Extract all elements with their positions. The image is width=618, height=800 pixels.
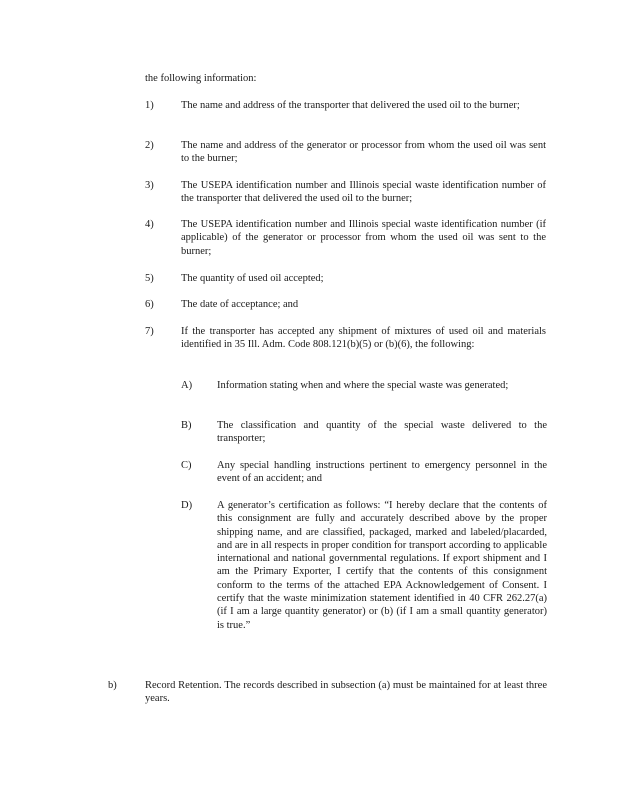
- subitem-c-text: Any special handling instructions pertinent to emergency personnel in the event of an accident; and: [217, 460, 547, 485]
- item-2-marker: 2): [145, 140, 154, 151]
- section-b-text: Record Retention. The records described in subsection (a) must be maintained for at least three years.: [145, 680, 547, 705]
- item-1-text: The name and address of the transporter that delivered the used oil to the burner;: [181, 100, 520, 111]
- item-7-text: If the transporter has accepted any shipment of mixtures of used oil and materials identified in 35 Ill. Adm. Code 808.121(b)(5) or (b)(6), the following:: [181, 326, 546, 351]
- item-7-marker: 7): [145, 326, 154, 337]
- subitem-a-text: Information stating when and where the special waste was generated;: [217, 380, 509, 391]
- item-3-text: The USEPA identification number and Illinois special waste identification number of the transporter that delivered the used oil to the burner;: [181, 180, 546, 205]
- subitem-d-text: A generator’s certification as follows: “I hereby declare that the contents of this consignment are fully and accurately described above by the proper shipping name, and are classified, packaged, marked and labeled/placarded, and are in all respects in proper condition for transport according to applicable international and national governmental regulations. If export shipment and I am the Primary Exporter, I certify that the contents of this consignment conform to the terms of the attached EPA Acknowledgement of Consent. I certify that the waste minimization statement identified in 40 CFR 262.27(a) (if I am a large quantity generator) or (b) (if I am a small quantity generator) is true.”: [217, 500, 547, 631]
- item-1-marker: 1): [145, 100, 154, 111]
- item-6-text: The date of acceptance; and: [181, 299, 299, 310]
- item-3-marker: 3): [145, 180, 154, 191]
- section-b-marker: b): [108, 680, 117, 691]
- item-5-marker: 5): [145, 273, 154, 284]
- item-6-marker: 6): [145, 299, 154, 310]
- subitem-b-text: The classification and quantity of the special waste delivered to the transporter;: [217, 420, 547, 445]
- item-2-text: The name and address of the generator or processor from whom the used oil was sent to the burner;: [181, 140, 546, 165]
- item-4-marker: 4): [145, 219, 154, 230]
- subitem-d-marker: D): [181, 500, 193, 511]
- item-4-text: The USEPA identification number and Illinois special waste identification number (if applicable) of the generator or processor from whom the used oil was sent to the burner;: [181, 219, 546, 257]
- subitem-b-marker: B): [181, 420, 192, 431]
- subitem-a-marker: A): [181, 380, 193, 391]
- intro-text: the following information:: [145, 73, 257, 84]
- subitem-c-marker: C): [181, 460, 192, 471]
- item-5-text: The quantity of used oil accepted;: [181, 273, 324, 284]
